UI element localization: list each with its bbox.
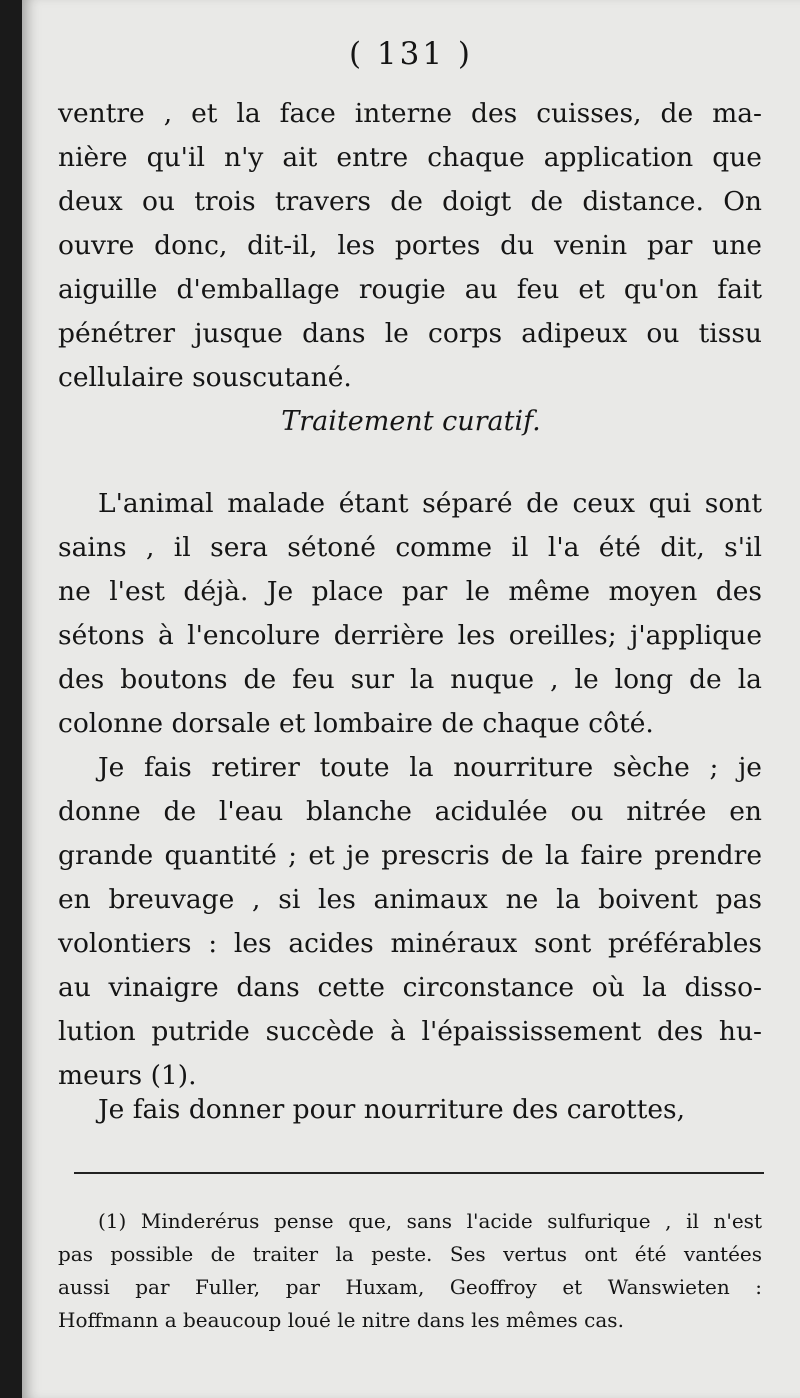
- footnote-line: pas possible de traiter la peste. Ses vertus ont été vantées: [58, 1242, 762, 1266]
- text-line: donne de l'eau blanche acidulée ou nitrée en: [58, 796, 762, 827]
- footnote-divider: [74, 1172, 764, 1174]
- footnote-line: Hoffmann a beaucoup loué le nitre dans les mêmes cas.: [58, 1308, 624, 1332]
- text-line: Je fais donner pour nourriture des carottes,: [98, 1094, 686, 1125]
- text-line: deux ou trois travers de doigt de distance. On: [58, 186, 762, 217]
- footnote-line: (1) Minderérus pense que, sans l'acide sulfurique , il n'est: [98, 1209, 762, 1233]
- text-line: Je fais retirer toute la nourriture sèche ; je: [98, 752, 762, 783]
- paragraph-diet: [58, 746, 762, 1098]
- paragraph-treatment: [58, 482, 762, 746]
- text-line: grande quantité ; et je prescris de la faire prendre: [58, 840, 762, 871]
- text-line: lution putride succède à l'épaississement des hu-: [58, 1016, 762, 1047]
- paragraph-food: [58, 1088, 762, 1132]
- text-line: pénétrer jusque dans le corps adipeux ou tissu: [58, 318, 762, 349]
- section-heading: Traitement curatif.: [281, 406, 541, 437]
- page-number: ( 131 ): [348, 36, 474, 72]
- text-line: volontiers : les acides minéraux sont préférables: [58, 928, 762, 959]
- text-line: sétons à l'encolure derrière les oreilles; j'applique: [58, 620, 762, 651]
- footnote-line: aussi par Fuller, par Huxam, Geoffroy et Wanswieten :: [58, 1275, 762, 1299]
- paragraph-continuation: [58, 92, 762, 400]
- text-line: sains , il sera sétoné comme il l'a été dit, s'il: [58, 532, 762, 563]
- text-line: ventre , et la face interne des cuisses, de ma-: [58, 98, 762, 129]
- text-line: colonne dorsale et lombaire de chaque côté.: [58, 708, 654, 739]
- book-page: [22, 0, 800, 1398]
- text-line: ouvre donc, dit-il, les portes du venin par une: [58, 230, 762, 261]
- text-line: meurs (1).: [58, 1060, 197, 1091]
- text-line: aiguille d'emballage rougie au feu et qu'on fait: [58, 274, 762, 305]
- text-line: des boutons de feu sur la nuque , le long de la: [58, 664, 762, 695]
- text-line: en breuvage , si les animaux ne la boivent pas: [58, 884, 762, 915]
- text-line: L'animal malade étant séparé de ceux qui sont: [98, 488, 762, 519]
- text-line: cellulaire souscutané.: [58, 362, 352, 393]
- text-line: ne l'est déjà. Je place par le même moyen des: [58, 576, 762, 607]
- text-line: nière qu'il n'y ait entre chaque application que: [58, 142, 762, 173]
- footnote: [58, 1205, 762, 1337]
- text-line: au vinaigre dans cette circonstance où la disso-: [58, 972, 762, 1003]
